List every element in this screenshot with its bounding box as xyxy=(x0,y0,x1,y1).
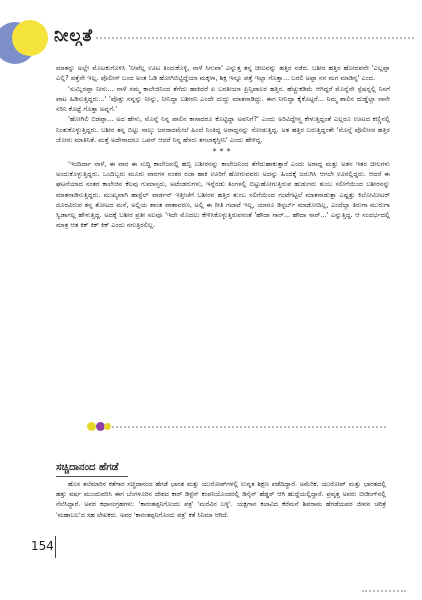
footer-dotted-rule xyxy=(362,590,406,592)
header-dotted-rule xyxy=(96,37,414,39)
story-paragraph: 'ಸುಮ್ನಿರಪ್ಪಾ ನೀನು... ನಾಳೆ ನಮ್ಮ ಕಾಲೇಜಿನಿಂದ ತೆಗೆದು ಹಾಕಿದರೆ ಏ ಬರತೀಯಾ ಪ್ರಿನ್ಸಿಪಾಲರ ಹತ್ತಿರ. ಹೆಚ್ಚುಕಡಿಮೆ ಆಗಿದ್ದರೆ ಮೊನ್ನೆನೇ ಸ್ಪೆಷನ್ನಲ್ಲಿ ನಿನಗೆ ಪಾಟ ಹಿಡಿಸುತ್ತಿದ್ದರು...' 'ಪೊತ್ತು ನನ್ನನ್ನು ನೀನ್ನು, ನೀನಿದ್ದಾ ಬಶೀರನಿ ಎಂದೇ ದುದ್ದು ಮಾತನಾಡಿದ್ದು. ಈಗ ನೀನಿದ್ದಾ ಕೈಕೊಟ್ಟರೆ... ನಿಮ್ಮ ಶಾಲಿನ ದುಡ್ಡೆಲ್ಲಾ ನಾನೇ ಸರಿನಿ ಕೊಟ್ಟೆ ಗೊತ್ತಾ ಅವ್ನಗೆ.' xyxy=(56,84,390,114)
author-bio-text: ಹೊಸ ತಲೆಮಾರಿನ ಕತೆಗಾರ ಸಚ್ಚಿದಾನಂದ ಹೆಗಡೆ ಭಾರತ ಮತ್ತು ಯುರೋಪ್‌ಗಳಲ್ಲಿ ಉನ್ನತ ಶಿಕ್ಷಣ ಪಡೆದಿದ್ದಾರೆ. ಅಮೆರಿಕ, ಯುರೋಪ್ ಮತ್ತು ಭಾರತದಲ್ಲಿ ಹತ್ತು ವರ್ಷ ಮುಂದುವರಿಸಿ ಈಗ ಬೆಂಗಳೂರಿನ ದೇಶದ ಕಾರ್ ಡಿಸ್ಟೆನ್ ಕಂಪನಿಯೊಂದರಲ್ಲಿ ಡಿಸೈನ್ ಹೆಡ್ಡರ್ ಆಗಿ ಹುದ್ದೆಯಲ್ಲಿದ್ದಾರೆ. ಪ್ರವೃತ್ತ ಅವರು ಬೀಡಿಂಗ್‌ನಲ್ಲಿ ನೆಲೆಸಿದ್ದಾರೆ. ಅವರ ಕಥಾಸಂಗ್ರಹಗಳು: 'ಕಾರಂತಪ್ಪನಿಗೊಂದು ಪತ್ರ' 'ಮರೆವಿನ ಬಳ್ಳಿ'. ಯಕ್ಷಗಾನ ಕಲಾವಿದ ಕೆರೆಮನೆ ಶಿವರಾಮ ಹೆಗಡೆಯವರ ಜೀವನ ಚರಿತ್ರೆ 'ಮಹಾಬಲ'ದ ಸಹ ಲೇಖಕರು. ಅವರ 'ಕಾರಂತಪ್ಪನಿಗೊಂದು ಪತ್ರ' ಕತೆ ಸಿನಿಮಾ ಆಗಿದೆ. xyxy=(56,480,386,519)
story-paragraph: ಮಾತನ್ನು ಅಲ್ಲೇ ಮೊಟಕುಗೊಳಿಸಿ 'ನೀವೆಲ್ಲ ಊಟ ತಿಂದುಕೊಳ್ಳಿ, ನಾಳೆ ಸಿಗುವಾ' ಎನ್ನುತ್ತ ತನ್ನ ಚೀಲವನ್ನು ಹತ್ತಿರ ನಡೆದ. ಬಶೀರ ಹತ್ತಿರ ಹೋದವನೇ 'ಎಲ್ಲಪ್ಪಾ ಎಲ್ಲಿ? ಪತ್ತೆನೇ ಇಲ್ಲ. ಪೊಲೀಸ್ ಬಂದ ಅಂತ ಓಡಿ ಹೋಗಿಬಿಟ್ಟಿದ್ದೆಯಾ ಮಕ್ಕಳಾ, ಶಿಕ್ಷ ಇನ್ನೂ ಪತ್ತೆ ಇಲ್ಲಾ ಗೊತ್ತಾ... ಬರಲಿ ಅಪ್ಪಾ ನನ ಮಗ ಮಾಡಿನ್ನ' ಎಂದ. xyxy=(56,64,390,83)
corner-yellow-circle-decoration xyxy=(12,20,48,56)
page-number: 154 xyxy=(31,539,54,553)
author-name: ಸಚ್ಚಿದಾನಂದ ಹೆಗಡೆ xyxy=(56,462,119,473)
author-divider xyxy=(56,421,386,431)
page-number-rule xyxy=(55,536,56,558)
section-separator: *** xyxy=(212,147,234,157)
yellow-dot-decoration xyxy=(104,423,111,430)
story-body xyxy=(56,63,390,231)
divider-dotted-rule xyxy=(112,426,386,428)
yellow-dot-decoration xyxy=(87,422,96,431)
author-bio xyxy=(56,479,386,520)
author-name-underline xyxy=(56,476,128,477)
page-header-title: ನೀಲ್ಗತೆ xyxy=(54,26,94,46)
story-paragraph: 'ಇಂದಿರ್ದಾ ನಾಳೆ, ಈ ವಾರ ಈ ಸುದ್ದಿ ಕಾಲೇಜನಲ್ಲಿ ಹಬ್ಬಿ ಬಶೀರನನ್ನು ಕಾಲೇಜನಿಂದ ತೆಗೆದುಹಾಕುತ್ತಾರೆ ಎಂದು ಅರಾದ್ದ ಮತ್ತು ಅತನ ಇತರ ಚೀಲಗಳು ಅಂದುಕೊಳ್ಳುತ್ತಿದ್ದರು. ಒಂದಿಬ್ಬರು ಮೂರು ವಾರಗಳ ನಂತರ ರಜಾ ಹಾಕಿ ಊರಿಗೆ ಹೋಗುವವರು ಅದನ್ನು ಹಿಂದಕ್ಕೆ ಜರುಗಿಸಿ ಆಗಲೇ ಊರಲ್ಲಿದ್ದರು. ಆದರೆ ಈ ಘಟನೆಯಾದ ನಂತರ ಕಾಲೇಜಿನ ಕೆಲವು ಗುಮಾಸ್ತರು, ಅಟೆಂಡರುಗಳು, ಇನ್ನೆರಡು ತಿಂಗಳಲ್ಲಿ ಬಿಟ್ಟುಹೋಗುತ್ತಿರುವ ಹುಡುಗರು ತುಂಬ ಸಲೀಗೆಯಿಂದ ಬಶೀರನನ್ನು ಮಾತನಾಡಿಸುತ್ತಿದ್ದರು. ಮುಖ್ಯವಾಗಿ ಹಾಸ್ಟೆಲ್ ವಾರ್ಡನ್ ಇತ್ತೀಚೆಗೆ ಬಶೀರನ ಹತ್ತಿರ ತುಂಬ ಸಲಿಗೆಯಿಂದ ಗಂಟೆಗಟ್ಟಲೆ ಮಾತನಾಡುತ್ತಾ ಎಷ್ಟತ್ತು ಕಿಲೋಮೀಟರ್ ದೂರವಿರುವ ತನ್ನ ತೋಟದ ಮನೆ, ಅಲ್ಲಿಯ ಶಾಂತ ವಾತಾವರಣ, ಅಲ್ಲಿ ಈ ರೀತಿ ಗಲಾಟೆ ಇಲ್ಲ, ಯಾರೂ ಡಿಸ್ಟರ್ಬ್ ಮಾಡೋದಿಲ್ಲ, ಎಂದೆಲ್ಲಾ ತಿರುಗಾ ಮುರುಗಾ ಸ್ವಿಡಾಗಲ್ಲ ಹೇಳುತ್ತಿದ್ದ. ಅದಕ್ಕೆ ಬಶೀರ ಪ್ರತೀ ಸಲವೂ 'ಇದೇ ಮೊದಲು ಕೇಳಿಸಿಕೊಳ್ಳುತ್ತಿರುವನಂತೆ 'ಹೌದಾ ಸಾರ್... ಹೌದಾ ಸಾರ್...' ಎನ್ನುತ್ತಿದ್ದ. ಆ ಸಂದರ್ಭದಲ್ಲಿ ಮಾತ್ರ ಆತ ಕಿಕ್ ಕಿಕ್ ಕಿಕ್ ಎಂದು ನಗುತ್ತಿರಲಿಲ್ಲ. xyxy=(56,159,390,230)
story-paragraph: 'ಹೋಗಿಲಿ ಬಿಡಪ್ಪಾ... ಅದ ಹೇಳು, ಮೊನ್ನೆ ನಿನ್ನ ಪಾಲಿನ ಕಾಸಾದರೂ ಕೊಟ್ಟಿದ್ದಾ ಅವನಿಗೆ?' ಎಂದು ಅರಿವಿದ್ದೇಳ್ತ್ಯ ಕೇಳುತ್ತಿದ್ದಂತೆ ಎಲ್ಲರೂ ಊಟದ ಕಣ್ಣಿನಲ್ಲಿ ನಿಂತುಕೊಳ್ಳುತ್ತಿದ್ದರು. ಬಶೀರ ತನ್ನ ಬಿಟ್ಟು ನಾಲ್ಕು ಜನರಾದಮೇಲೆ ಹಿಂದೆ ನಿಂತಿದ್ದ ಅರಾದ್ದನನ್ನು ನೋಡುತ್ತಿದ್ದ. ಅತ ಹತ್ತಿರ ಬರುತ್ತಿದ್ದಂತೇ 'ಮೊನ್ನೆ ಪೊಲೀಸರ ಹತ್ತಿರ ಜೋರು ಮಾತಿನಿತೆ. ಮತ್ತೆ ಅದೇನಾದರೂ ಒಪನ್ ಆದರೆ ನಿನ್ನ ಹೆಸರು ತಗಲಾಕ್ಕಸ್ತೀನಿ' ಎಂದು ಹೇಳಿದ್ದ. xyxy=(56,115,390,145)
